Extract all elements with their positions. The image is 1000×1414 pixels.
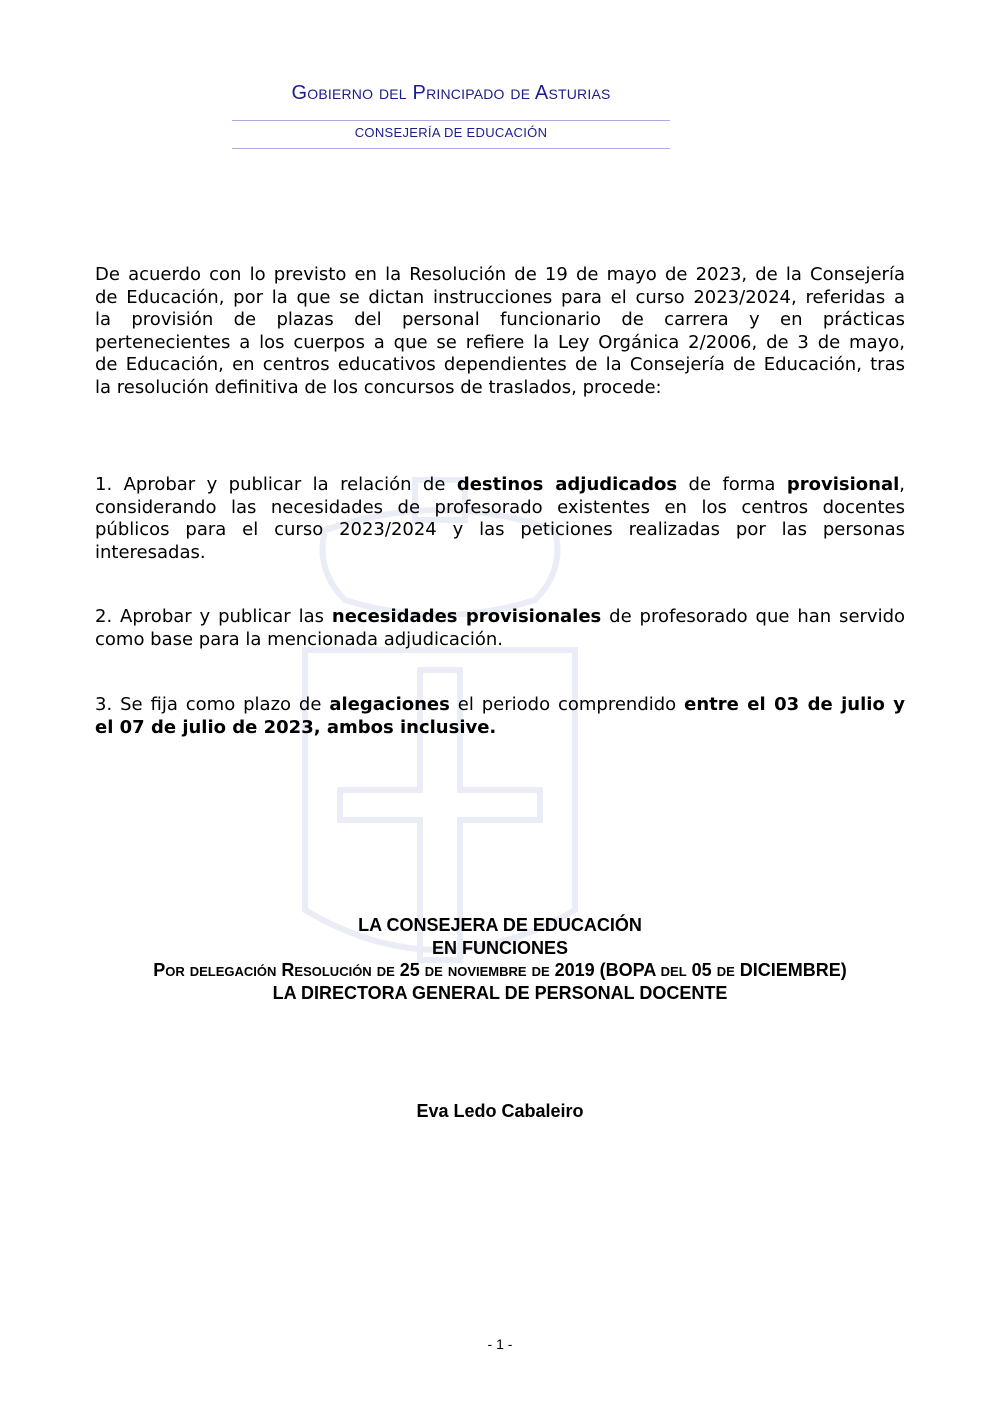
text-segment: la provisión de plazas del personal funcionario de carrera y en prácticas bbox=[95, 309, 905, 331]
text-segment: públicos para el curso 2023/2024 y las peticiones realizadas por las personas bbox=[95, 519, 905, 541]
text-line bbox=[95, 606, 905, 629]
text-segment: 1. Aprobar y publicar la relación de bbox=[95, 474, 457, 495]
signature-position: LA DIRECTORA GENERAL DE PERSONAL DOCENTE bbox=[272, 982, 728, 1003]
body-paragraph bbox=[95, 474, 905, 564]
bold-text: destinos adjudicados bbox=[456, 474, 678, 495]
signature-status: EN FUNCIONES bbox=[431, 937, 568, 958]
text-segment: de profesorado que han servido bbox=[601, 606, 906, 627]
text-segment: de forma bbox=[677, 474, 787, 495]
text-segment: pertenecientes a los cuerpos a que se refiere la Ley Orgánica 2/2006, de 3 de mayo, bbox=[95, 331, 905, 353]
bold-text: provisional bbox=[786, 474, 900, 495]
text-segment: interesadas. bbox=[95, 541, 206, 563]
text-line bbox=[95, 519, 905, 542]
text-line bbox=[95, 694, 905, 717]
page-number: - 1 - bbox=[487, 1336, 513, 1352]
text-segment: de Educación, en centros educativos dependientes de la Consejería de Educación, tras bbox=[95, 354, 905, 376]
body-paragraph bbox=[95, 606, 905, 651]
text-line bbox=[95, 354, 905, 377]
text-line bbox=[95, 542, 905, 565]
body-paragraph bbox=[95, 264, 905, 400]
text-line bbox=[95, 287, 905, 310]
text-line bbox=[95, 309, 905, 332]
text-line bbox=[95, 332, 905, 355]
header-rule-top bbox=[232, 120, 670, 121]
text-line bbox=[95, 474, 905, 497]
text-line bbox=[95, 629, 905, 652]
header-rule-bottom bbox=[232, 148, 670, 149]
signature-title: LA CONSEJERA DE EDUCACIÓN bbox=[358, 915, 642, 935]
signature-block bbox=[0, 914, 1000, 1004]
header-department: CONSEJERÍA DE EDUCACIÓN bbox=[354, 125, 548, 140]
header-government-title: Gobierno del Principado de Asturias bbox=[291, 82, 611, 104]
signature-delegation: Por delegación Resolución de 25 de noviembre de 2019 (BOPA del 05 de DICIEMBRE) bbox=[153, 960, 847, 980]
text-line bbox=[95, 717, 905, 740]
text-segment: , bbox=[899, 474, 905, 495]
text-line bbox=[95, 377, 905, 400]
bold-text: necesidades provisionales bbox=[331, 606, 602, 627]
text-segment: De acuerdo con lo previsto en la Resolución de 19 de mayo de 2023, de la Consejería bbox=[95, 264, 905, 285]
text-segment: 3. Se fija como plazo de bbox=[95, 694, 330, 715]
text-line bbox=[95, 264, 905, 287]
signatory-name: Eva Ledo Cabaleiro bbox=[416, 1101, 584, 1121]
text-segment: la resolución definitiva de los concursos de traslados, procede: bbox=[95, 376, 662, 398]
bold-text: el 07 de julio de 2023, ambos inclusive. bbox=[95, 716, 497, 738]
text-segment: 2. Aprobar y publicar las bbox=[95, 606, 332, 627]
text-segment: el periodo comprendido bbox=[449, 694, 685, 715]
text-line bbox=[95, 497, 905, 520]
text-segment: como base para la mencionada adjudicación. bbox=[95, 628, 503, 650]
bold-text: alegaciones bbox=[329, 694, 450, 715]
body-paragraph bbox=[95, 694, 905, 739]
bold-text: entre el 03 de julio y bbox=[684, 694, 905, 715]
text-segment: considerando las necesidades de profesorado existentes en los centros docentes bbox=[95, 496, 905, 518]
text-segment: de Educación, por la que se dictan instrucciones para el curso 2023/2024, referidas a bbox=[95, 286, 905, 308]
